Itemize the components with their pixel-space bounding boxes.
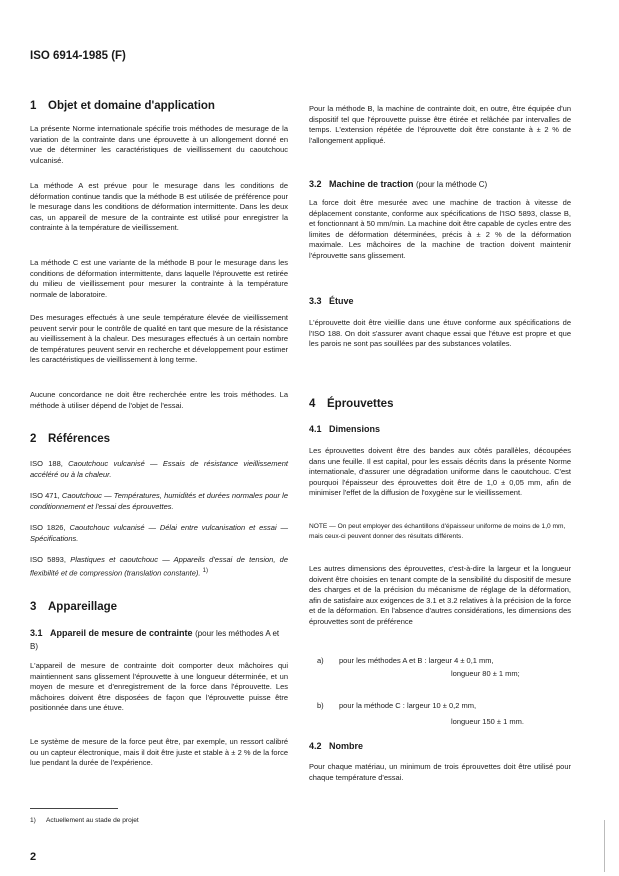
- paragraph: Des mesurages effectués à une seule température élevée de vieillissement peuvent servir pour le contrôle de qualité en tant que mesure de la résistance au vieillissement à la chaleur. Des mesurages effectués à un certain nombre de températures peuvent servir en recherche et développement pour estimer les caractéristiques de vieillissement à long terme.: [30, 313, 288, 365]
- footnote: [30, 817, 139, 824]
- paragraph: Pour chaque matériau, un minimum de trois éprouvettes doit être utilisé pour chaque température d'essai.: [309, 762, 571, 782]
- section-number: 3.3: [309, 296, 322, 306]
- section-2-heading: [30, 433, 110, 445]
- reference-item: [30, 523, 288, 544]
- reference-title: Caoutchouc — Températures, humidités et durées normales pour le conditionnement et l'essai des éprouvettes.: [30, 491, 288, 511]
- list-text: pour la méthode C : largeur 10 ± 0,2 mm,: [339, 701, 477, 710]
- footnote-text: Actuellement au stade de projet: [46, 817, 139, 824]
- section-title: Nombre: [329, 741, 364, 751]
- section-subtitle: (pour les méthodes A et B): [30, 629, 280, 651]
- section-number: 3.2: [309, 179, 322, 189]
- section-number: 3.1: [30, 628, 43, 638]
- section-number: 4: [309, 398, 316, 410]
- paragraph: Pour la méthode B, la machine de contrainte doit, en outre, être équipée d'un dispositif tel que l'éprouvette puisse être étirée et relâchée par intervalles de temps. L'extension répétée de l'éprouvette doit être constante à ± 2 % de l'allongement appliqué.: [309, 104, 571, 145]
- list-item: [317, 656, 571, 680]
- footnote-marker: 1): [30, 817, 36, 824]
- section-title: Étuve: [329, 296, 354, 306]
- section-1-heading: [30, 100, 215, 112]
- reference-item: [30, 459, 288, 480]
- section-4-1-heading: [309, 423, 571, 435]
- reference-code: ISO 188,: [30, 459, 63, 468]
- list-text-continued: longueur 150 ± 1 mm.: [451, 717, 524, 726]
- section-number: 1: [30, 100, 37, 112]
- footnote-divider: [30, 808, 118, 809]
- section-title: Appareil de mesure de contrainte: [50, 628, 193, 638]
- reference-code: ISO 1826,: [30, 523, 66, 532]
- section-4-heading: [309, 398, 393, 410]
- section-3-2-heading: [309, 178, 571, 191]
- paragraph: Le système de mesure de la force peut être, par exemple, un ressort calibré ou un capteur électronique, mais il doit être juste et stable à ± 2 % de la force lue pendant la durée de l'expérience.: [30, 737, 288, 768]
- reference-title: Caoutchouc vulcanisé — Délai entre vulcanisation et essai — Spécifications.: [30, 523, 288, 543]
- paragraph: L'appareil de mesure de contrainte doit comporter deux mâchoires qui maintiennent sans glissement l'éprouvette à une longueur déterminée, et un moyen de mesure et d'enregistrement de la force dans l'éprouvette. Les mâchoires doivent être disposées de façon que l'éprouvette puisse être positionnée dans une étuve.: [30, 661, 288, 713]
- section-title: Appareillage: [48, 601, 118, 613]
- paragraph: La méthode A est prévue pour le mesurage dans les conditions de déformation continue tandis que la méthode B est utilisée de préférence pour le mesurage dans les conditions de déformation intermittente. Dans les deux cas, un appareil de mesure de la contrainte est utilisé pour enregistrer la contrainte à la température de vieillissement.: [30, 181, 288, 233]
- paragraph: Aucune concordance ne doit être recherchée entre les trois méthodes. La méthode à utiliser dépend de l'objet de l'essai.: [30, 390, 288, 410]
- section-number: 4.1: [309, 424, 322, 434]
- list-label: a): [317, 656, 324, 665]
- section-3-3-heading: [309, 295, 571, 307]
- section-4-2-heading: [309, 740, 571, 752]
- page-header: ISO 6914-1985 (F): [30, 50, 126, 62]
- scan-edge-mark: [604, 820, 605, 872]
- list-text: pour les méthodes A et B : largeur 4 ± 0,1 mm,: [339, 656, 494, 665]
- paragraph: Les éprouvettes doivent être des bandes aux côtés parallèles, découpées dans une feuille. Il est capital, pour les essais décrits dans la présente Norme internationale, d'assurer une dégradation uniforme dans le caoutchouc. C'est pourquoi l'épaisseur des éprouvettes doit être de 1,0 ± 0,05 mm, afin de minimiser l'effet de la diffusion de l'oxygène sur le vieillissement.: [309, 446, 571, 498]
- section-title: Références: [48, 433, 111, 445]
- paragraph: La méthode C est une variante de la méthode B pour le mesurage dans les conditions de déformation intermittente, dans laquelle l'éprouvette est retirée du milieu de vieillissement pour mesurer la contrainte à la température normale de laboratoire.: [30, 258, 288, 299]
- section-subtitle: (pour la méthode C): [416, 180, 488, 189]
- section-title: Objet et domaine d'application: [48, 100, 215, 112]
- reference-item: [30, 491, 288, 512]
- section-title: Dimensions: [329, 424, 381, 434]
- section-3-1-heading: [30, 627, 288, 653]
- list-label: b): [317, 701, 324, 710]
- list-text-continued: longueur 80 ± 1 mm;: [451, 669, 520, 678]
- paragraph: Les autres dimensions des éprouvettes, c'est-à-dire la largeur et la longueur doivent être choisies en tenant compte de la sensibilité du dispositif de mesure des charges et de la précision du mécanisme de réglage de la déformation, afin de satisfaire aux exigences de 3.1 et 3.2 relatives à la précision de la force et de la déformation. En l'absence d'autres considérations, les dimensions des éprouvettes sont de préférence: [309, 564, 571, 626]
- reference-code: ISO 5893,: [30, 555, 66, 564]
- section-number: 2: [30, 433, 37, 445]
- section-title: Éprouvettes: [327, 398, 394, 410]
- paragraph: La force doit être mesurée avec une machine de traction à vitesse de déplacement constante, conforme aux spécifications de l'ISO 5893, classe B, et fonctionnant à 50 mm/min. La machine doit être capable de cycles entre des limites de déformation déterminées, précis à ± 2 % de la déformation maximale. Les mâchoires de la machine de traction doivent maintenir l'éprouvette sans glissement.: [309, 198, 571, 260]
- section-3-heading: [30, 601, 117, 613]
- reference-code: ISO 471,: [30, 491, 60, 500]
- reference-title: Caoutchouc vulcanisé — Essais de résistance vieillissement accéléré ou à la chaleur.: [30, 459, 288, 479]
- note: NOTE — On peut employer des échantillons d'épaisseur uniforme de moins de 1,0 mm, mais ceux-ci peuvent donner des résultats différents.: [309, 523, 566, 540]
- section-number: 3: [30, 601, 37, 613]
- paragraph: La présente Norme internationale spécifie trois méthodes de mesurage de la variation de la contrainte dans une éprouvette à un allongement donné en vue de déterminer les caractéristiques de vieillissement du caoutchouc vulcanisé.: [30, 124, 288, 165]
- reference-item: [30, 555, 288, 579]
- section-number: 4.2: [309, 741, 322, 751]
- footnote-ref[interactable]: 1): [202, 567, 208, 574]
- section-title: Machine de traction: [329, 179, 414, 189]
- list-item: [317, 701, 571, 725]
- reference-title: Plastiques et caoutchouc — Appareils d'essai de tension, de flexibilité et de compression (translation constante).: [30, 555, 288, 578]
- paragraph: L'éprouvette doit être vieillie dans une étuve conforme aux spécifications de l'ISO 188. On doit s'assurer avant chaque essai que l'étuve est propre et que les parois ne sont pas souillées par des substances volatiles.: [309, 318, 571, 349]
- page-number: 2: [30, 851, 37, 863]
